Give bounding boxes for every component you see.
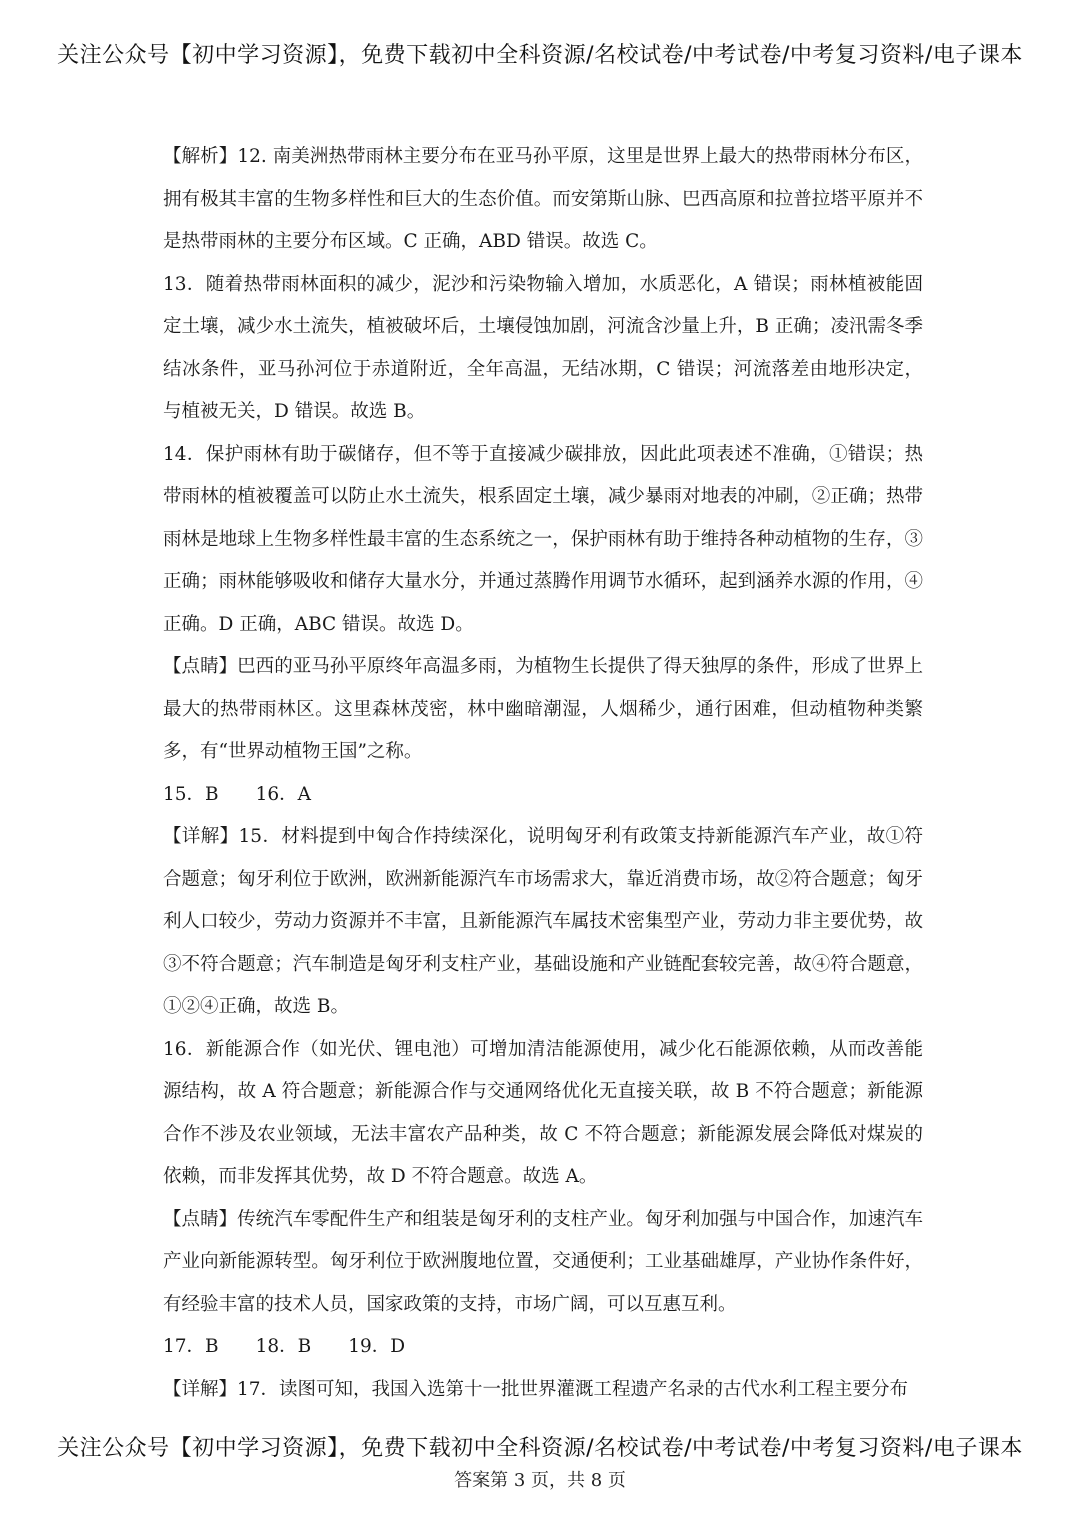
explanation-q16: 16．新能源合作（如光伏、锂电池）可增加清洁能源使用，减少化石能源依赖，从而改善能源结构，故 A 符合题意；新能源合作与交通网络优化无直接关联，故 B 不符合题意；新能源合作不涉及农业领域，无法丰富农产品种类，故 C 不符合题意；新能源发展会降低对煤炭的依赖，而非发挥其优势，故 D 不符合题意。故选 A。 — [163, 1038, 923, 1187]
key-point-q15-16: 【点睛】传统汽车零配件生产和组装是匈牙利的支柱产业。匈牙利加强与中国合作，加速汽车产业向新能源转型。匈牙利位于欧洲腹地位置，交通便利；工业基础雄厚，产业协作条件好，有经验丰富的技术人员，国家政策的支持，市场广阔，可以互惠互利。 — [163, 1208, 923, 1315]
bottom-banner: 关注公众号【初中学习资源】，免费下载初中全科资源/名校试卷/中考试卷/中考复习资料/电子课本 — [57, 1436, 1023, 1461]
analysis-q13: 13．随着热带雨林面积的减少，泥沙和污染物输入增加，水质恶化，A 错误；雨林植被能固定土壤，减少水土流失，植被破坏后，土壤侵蚀加剧，河流含沙量上升，B 正确；凌汛需冬季结冰条件，亚马孙河位于赤道附近，全年高温，无结冰期，C 错误；河流落差由地形决定，与植被无关，D 错误。故选 B。 — [163, 273, 923, 422]
explanation-q17: 【详解】17．读图可知，我国入选第十一批世界灌溉工程遗产名录的古代水利工程主要分布 — [163, 1378, 909, 1400]
top-banner: 关注公众号【初中学习资源】，免费下载初中全科资源/名校试卷/中考试卷/中考复习资料/电子课本 — [57, 43, 1023, 68]
key-point-q12-14: 【点睛】巴西的亚马孙平原终年高温多雨，为植物生长提供了得天独厚的条件，形成了世界上最大的热带雨林区。这里森林茂密，林中幽暗潮湿，人烟稀少，通行困难，但动植物种类繁多，有“世界动植物王国”之称。 — [163, 656, 923, 762]
analysis-q12: 【解析】12. 南美洲热带雨林主要分布在亚马孙平原，这里是世界上最大的热带雨林分布区，拥有极其丰富的生物多样性和巨大的生态价值。而安第斯山脉、巴西高原和拉普拉塔平原并不是热带雨林的主要分布区域。C 正确，ABD 错误。故选 C。 — [163, 146, 923, 252]
page-number: 答案第 3 页，共 8 页 — [454, 1470, 626, 1491]
answers-q17-19: 17．B 18．B 19．D — [163, 1336, 406, 1357]
analysis-q14: 14．保护雨林有助于碳储存，但不等于直接减少碳排放，因此此项表述不准确，①错误；热带雨林的植被覆盖可以防止水土流失，根系固定土壤，减少暴雨对地表的冲刷，②正确；热带雨林是地球上生物多样性最丰富的生态系统之一，保护雨林有助于维持各种动植物的生存，③正确；雨林能够吸收和储存大量水分，并通过蒸腾作用调节水循环，起到涵养水源的作用，④正确。D 正确，ABC 错误。故选 D。 — [163, 443, 923, 635]
document-body — [163, 136, 923, 1411]
answers-q15-16: 15．B 16．A — [163, 783, 312, 805]
explanation-q15: 【详解】15．材料提到中匈合作持续深化，说明匈牙利有政策支持新能源汽车产业，故①符合题意；匈牙利位于欧洲，欧洲新能源汽车市场需求大，靠近消费市场，故②符合题意；匈牙利人口较少，劳动力资源并不丰富，且新能源汽车属技术密集型产业，劳动力非主要优势，故③不符合题意；汽车制造是匈牙利支柱产业，基础设施和产业链配套较完善，故④符合题意，①②④正确，故选 B。 — [163, 826, 923, 1017]
